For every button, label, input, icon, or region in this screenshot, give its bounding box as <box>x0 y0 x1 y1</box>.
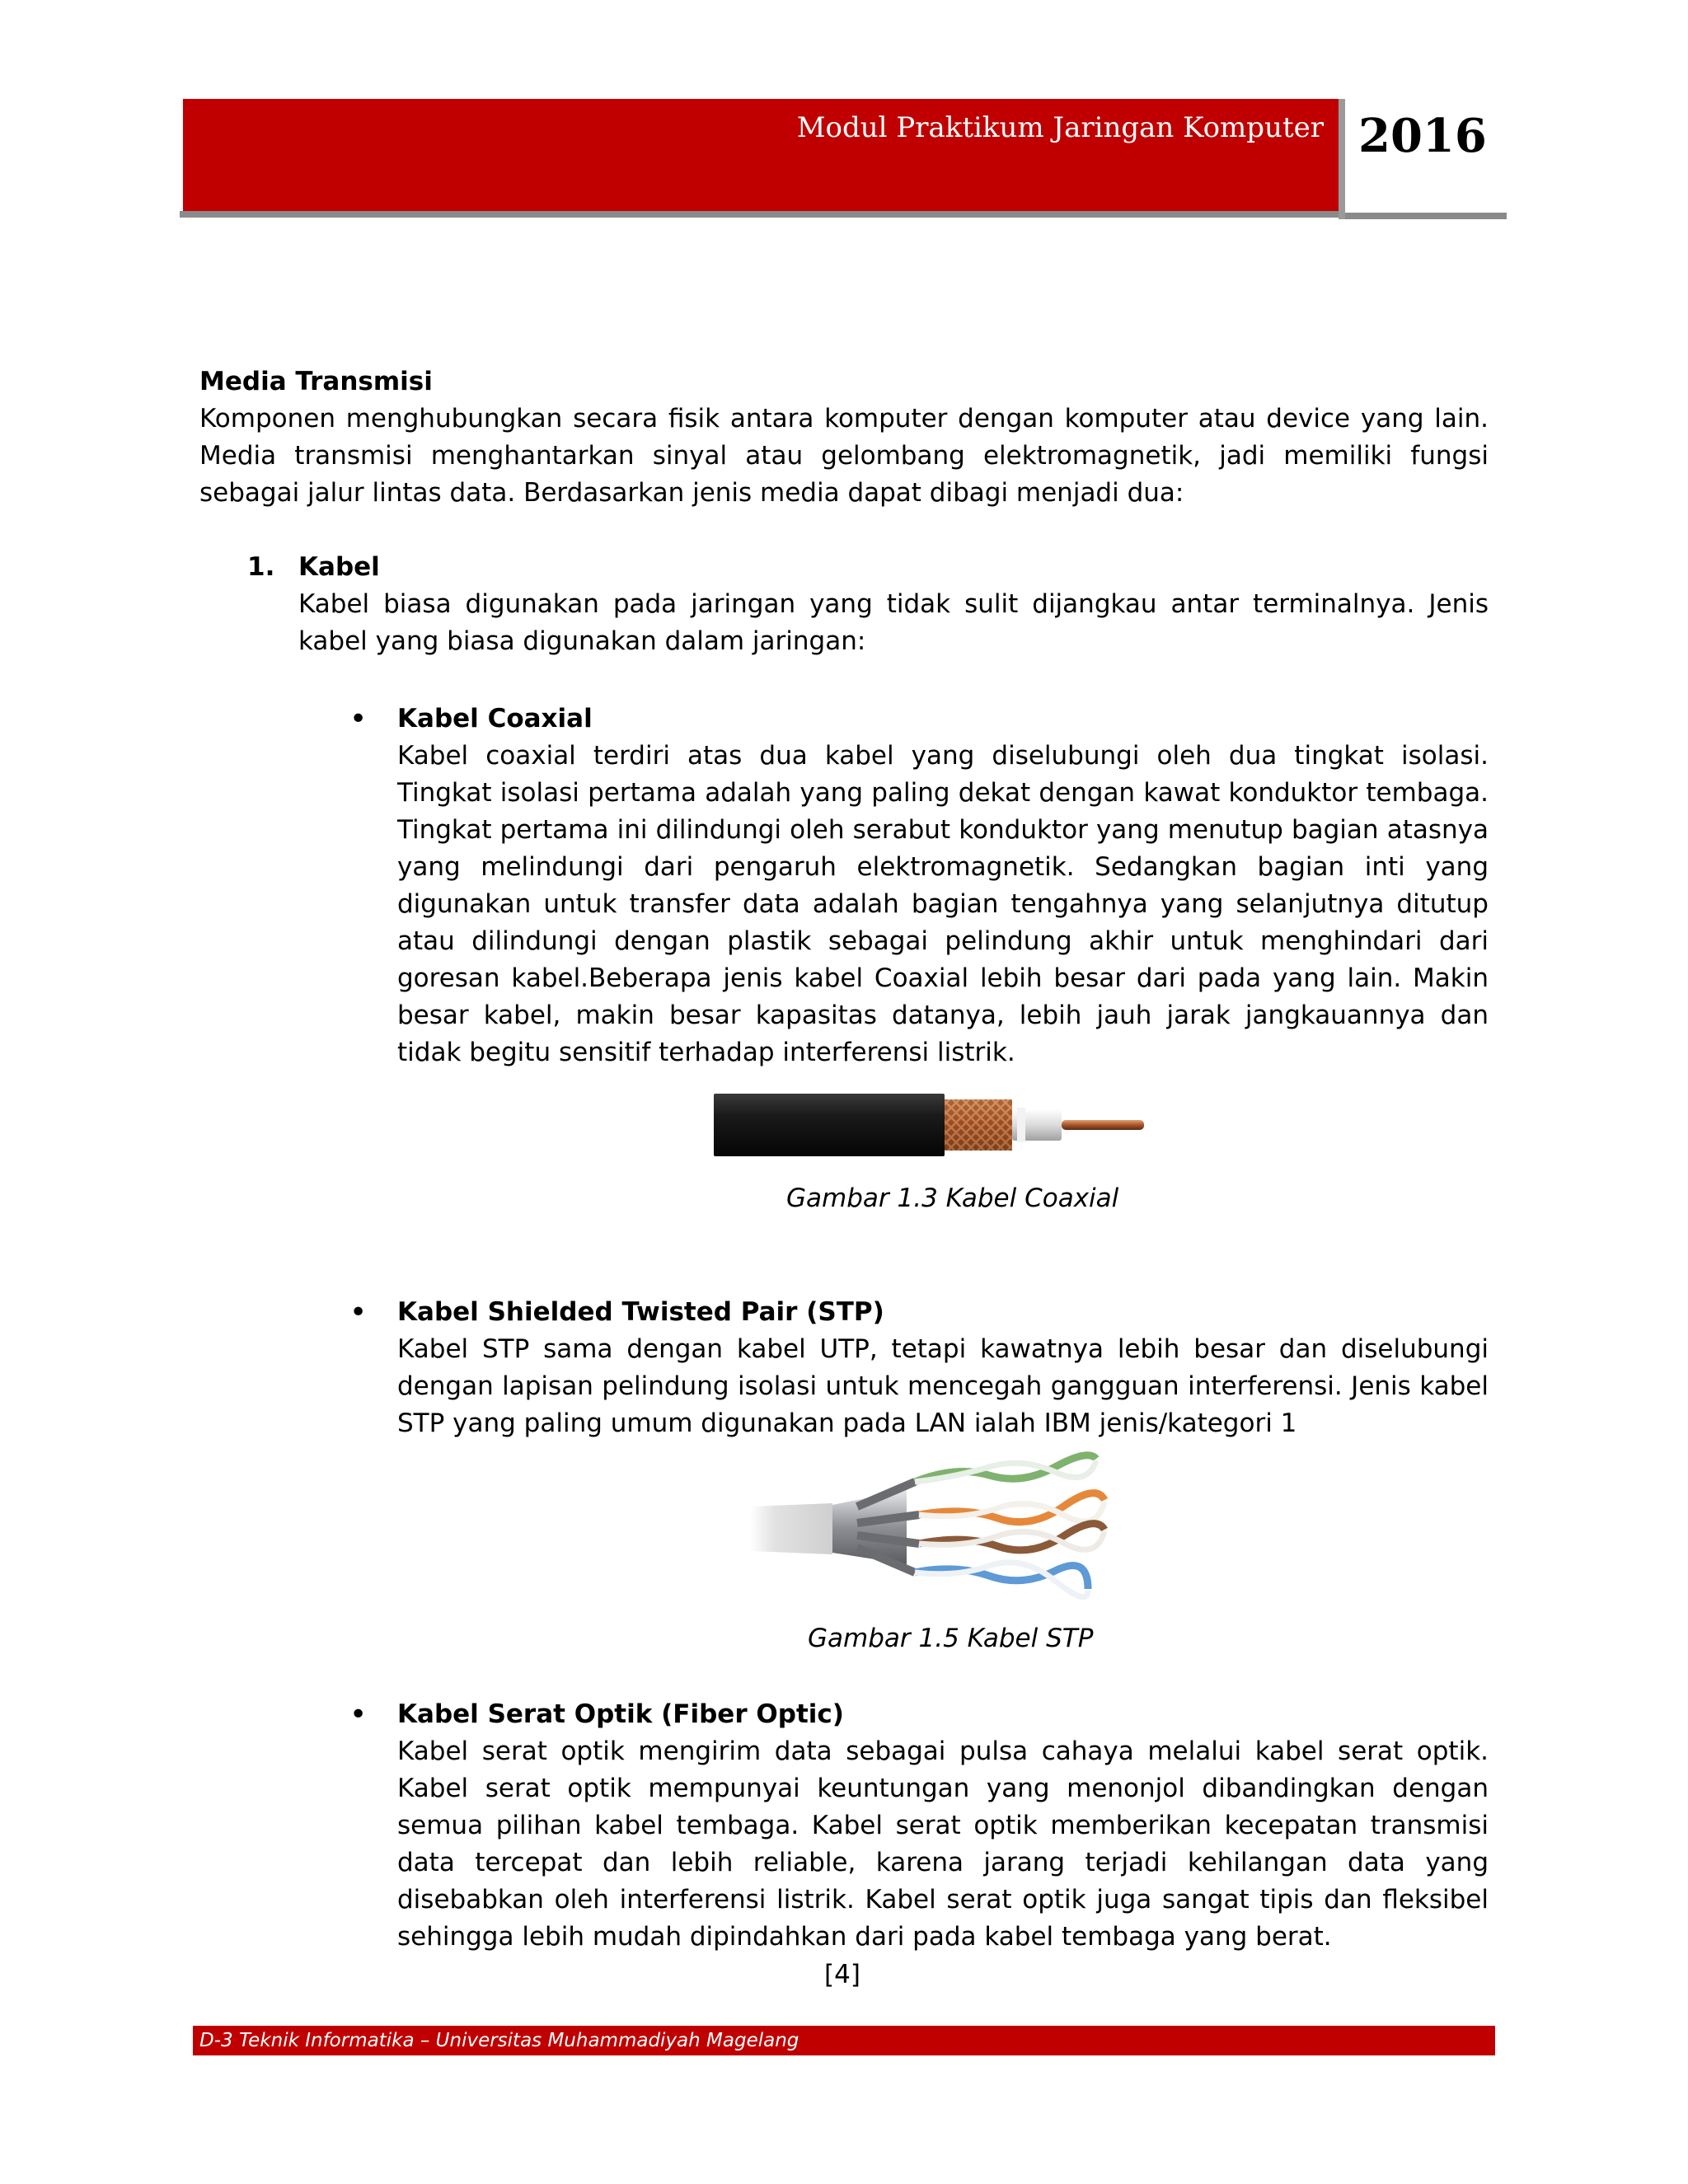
header-shadow <box>180 211 1343 218</box>
module-year: 2016 <box>1358 109 1487 163</box>
header-shadow-right <box>1345 213 1507 219</box>
bullet-text-fiber: Kabel serat optik mengirim data sebagai pulsa cahaya melalui kabel serat optik. Kabel serat optik mempunyai keuntungan yang menonjol dibandingkan dengan semua pilihan kabel tembaga. Kabel serat optik memberikan kecepatan transmisi data tercepat dan lebih reliable, karena jarang terjadi kehilangan data yang disebabkan oleh interferensi listrik. Kabel serat optik juga sangat tipis dan fleksibel sehingga lebih mudah dipindahkan dari pada kabel tembaga yang berat. <box>397 1736 1489 1952</box>
bullet-text-coaxial: Kabel coaxial terdiri atas dua kabel yang diselubungi oleh dua tingkat isolasi. Tingkat isolasi pertama adalah yang paling dekat dengan kawat konduktor tembaga. Tingkat pertama ini dilindungi oleh serabut konduktor yang menutup bagian atasnya yang melindungi dari pengaruh elektromagnetik. Sedangkan bagian inti yang digunakan untuk transfer data adalah bagian tengahnya yang selanjutnya ditutup atau dilindungi dengan plastik sebagai pelindung akhir untuk menghindari dari goresan kabel.Beberapa jenis kabel Coaxial lebih besar dari pada yang lain. Makin besar kabel, makin besar kapasitas datanya, lebih jauh jarak jangkauannya dan tidak begitu sensitif terhadap interferensi listrik. <box>397 741 1489 1067</box>
item-title-kabel: Kabel <box>298 552 380 582</box>
list-number: 1. <box>247 552 275 582</box>
page-number: [4] <box>824 1960 860 1990</box>
stp-cable-image <box>742 1449 1137 1614</box>
footer-text: D-3 Teknik Informatika – Universitas Muhammadiyah Magelang <box>199 2030 799 2051</box>
caption-coaxial: Gambar 1.3 Kabel Coaxial <box>786 1183 1119 1213</box>
bullet-icon: • <box>349 702 368 736</box>
coaxial-cable-image <box>714 1088 1159 1162</box>
item-text-kabel: Kabel biasa digunakan pada jaringan yang tidak sulit dijangkau antar terminalnya. Jenis kabel yang biasa digunakan dalam jaringan: <box>298 589 1489 656</box>
bullet-icon: • <box>349 1296 368 1329</box>
bullet-title-fiber: Kabel Serat Optik (Fiber Optic) <box>397 1699 844 1729</box>
section-heading: Media Transmisi <box>199 367 433 396</box>
section-intro: Komponen menghubungkan secara fisik antara komputer dengan komputer atau device yang lain. Media transmisi menghantarkan sinyal atau gelombang elektromagnetik, jadi memiliki fungsi sebagai jalur lintas data. Berdasarkan jenis media dapat dibagi menjadi dua: <box>199 404 1489 508</box>
caption-stp: Gambar 1.5 Kabel STP <box>808 1624 1094 1653</box>
header-separator <box>1339 99 1345 219</box>
bullet-title-stp: Kabel Shielded Twisted Pair (STP) <box>397 1297 884 1327</box>
bullet-text-stp: Kabel STP sama dengan kabel UTP, tetapi kawatnya lebih besar dan diselubungi dengan lapisan pelindung isolasi untuk mencegah gangguan interferensi. Jenis kabel STP yang paling umum digunakan pada LAN ialah IBM jenis/kategori 1 <box>397 1334 1489 1438</box>
module-title: Modul Praktikum Jaringan Komputer <box>796 111 1324 144</box>
bullet-icon: • <box>349 1698 368 1732</box>
bullet-title-coaxial: Kabel Coaxial <box>397 704 593 733</box>
